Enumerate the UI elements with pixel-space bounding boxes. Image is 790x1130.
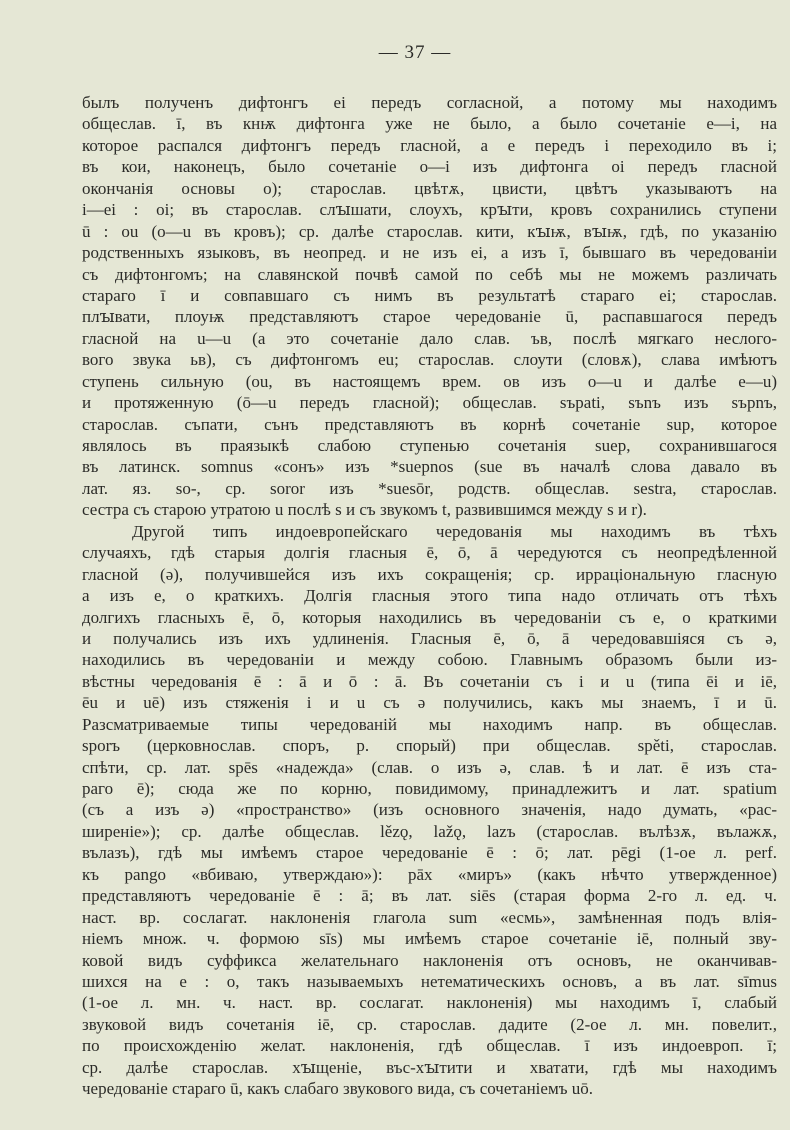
text-line: sporъ (церковнослав. споръ, р. спорый) при общеслав. spěti, старослав. — [82, 736, 777, 756]
text-line: гласной (ə), получившейся изъ ихъ сокращенія; ср. ирраціональную гласную — [82, 564, 777, 584]
text-line: наст. вр. сослагат. наклоненія глагола sum «есмь», замѣненная подъ влія- — [82, 907, 777, 927]
text-line: ніемъ множ. ч. формою sīs) мы имѣемъ старое сочетаніе iē, полный зву- — [82, 929, 777, 949]
text-line: окончанія основы o); старослав. цвѣтѫ, цвисти, цвѣтъ указываютъ на — [82, 178, 777, 198]
text-line: ср. далѣе старослав. хꙑщеніе, въс-хꙑтити и хватати, гдѣ мы находимъ — [82, 1057, 777, 1077]
text-line: шихся на e : o, такъ называемыхъ нетематическихъ основъ, а въ лат. sīmus — [82, 971, 777, 991]
text-line: къ pango «вбиваю, утверждаю»): pāx «миръ» (какъ нѣчто утвержденное) — [82, 864, 777, 884]
text-line: по происхожденію желат. наклоненія, гдѣ общеслав. ī изъ индоевроп. ī; — [82, 1036, 777, 1056]
text-line: Разсматриваемые типы чередованій мы находимъ напр. въ общеслав. — [82, 714, 777, 734]
text-line: вѣстны чередованія ē : ā и ō : ā. Въ сочетаніи съ i и u (типа ēi и iē, — [82, 671, 777, 691]
text-line: и получались изъ ихъ удлиненія. Гласныя ē, ō, ā чередовавшіяся съ ə, — [82, 628, 777, 648]
text-line: общеслав. ī, въ кнѭ дифтонга уже не было, а было сочетаніе e—i, на — [82, 114, 777, 134]
text-line: представляютъ чередованіе ē : ā; въ лат. siēs (старая форма 2-го л. ед. ч. — [82, 886, 777, 906]
text-line: старослав. съпати, сънъ представляютъ въ корнѣ сочетаніе sup, которое — [82, 414, 777, 434]
text-line: которое распался дифтонгъ передъ гласной, а e передъ i переходило въ i; — [82, 135, 777, 155]
text-line: a изъ e, o краткихъ. Долгія гласныя этого типа надо отличать отъ тѣхъ — [82, 586, 777, 606]
text-line: плꙑвати, плоуѭ представляютъ старое чередованіе ū, распавшагося передъ — [82, 307, 777, 327]
text-line: вого звука ьв), съ дифтонгомъ eu; старослав. слоути (словѫ), слава имѣютъ — [82, 350, 777, 370]
text-line: ēu и uē) изъ стяженія i и u съ ə получились, какъ мы знаемъ, ī и ū. — [82, 693, 777, 713]
text-line: гласной на u—u (а это сочетаніе дало слав. ъв, послѣ мягкаго неслого- — [82, 328, 777, 348]
text-line: раго ē); сюда же по корню, повидимому, принадлежитъ и лат. spatium — [82, 779, 777, 798]
text-line: и протяженную (ō—u передъ гласной); общеслав. sъpati, sъnъ изъ sъpnъ, — [82, 393, 777, 413]
text-line: являлось въ праязыкѣ слабою ступенью сочетанія suep, сохранившагося — [82, 436, 777, 455]
text-line: ū : ou (o—u въ кровъ); ср. далѣе старослав. кити, кꙑѭ, вꙑѭ, гдѣ, по указанію — [82, 221, 777, 241]
text-line: вълазъ), гдѣ мы имѣемъ старое чередованіе ē : ō; лат. pēgi (1-ое л. perf. — [82, 843, 777, 863]
text-line: былъ полученъ дифтонгъ ei передъ согласной, а потому мы находимъ — [82, 93, 777, 112]
text-line: съ дифтонгомъ; на славянской почвѣ самой по себѣ мы не можемъ различать — [82, 264, 777, 284]
text-line: сестра съ старою утратою u послѣ s и съ звукомъ t, развившимся между s и r). — [82, 500, 647, 520]
text-line: случаяхъ, гдѣ старыя долгія гласныя ē, ō, ā чередуются съ неопредѣленной — [82, 543, 777, 563]
text-line: чередованіе стараго ū, какъ слабаго звукового вида, съ сочетаніемъ uō. — [82, 1079, 593, 1099]
text-line: въ кои, наконецъ, было сочетаніе o—i изъ дифтонга oi передъ гласной — [82, 157, 777, 177]
text-line: (1-ое л. мн. ч. наст. вр. сослагат. наклоненія) мы находимъ ī, слабый — [82, 993, 777, 1013]
text-line: находились въ чередованіи и между собою. Главнымъ образомъ были из- — [82, 650, 777, 670]
text-line: ковой видъ суффикса желательнаго наклоненія отъ основъ, не оканчивав- — [82, 950, 777, 970]
body-text — [82, 92, 777, 1100]
page-number: — 37 — — [378, 42, 452, 63]
text-line: спѣти, ср. лат. spēs «надежда» (слав. o изъ ə, слав. ѣ и лат. ē изъ ста- — [82, 757, 777, 777]
text-line: родственныхъ языковъ, въ неопред. и не изъ ei, а изъ ī, бывшаго въ чередованіи — [82, 243, 777, 263]
text-line: ширеніе»); ср. далѣе общеслав. lězǫ, lažǫ, lazъ (старослав. вълѣзѫ, вълажѫ, — [82, 821, 777, 841]
text-line: въ латинск. somnus «сонъ» изъ *suepnos (sue въ началѣ слова давало въ — [82, 457, 777, 477]
text-line: лат. яз. so-, ср. soror изъ *suesōr, родств. общеслав. sestra, старослав. — [82, 478, 777, 498]
text-line: звуковой видъ сочетанія iē, ср. старослав. дадите (2-ое л. мн. повелит., — [82, 1014, 777, 1034]
text-line: стараго ī и совпавшаго съ нимъ въ результатѣ стараго ei; старослав. — [82, 285, 777, 305]
text-line: (съ a изъ ə) «пространство» (изъ основного значенія, надо думать, «рас- — [82, 800, 777, 820]
text-line: ступень сильную (ou, въ настоящемъ врем. ов изъ o—u и далѣе e—u) — [82, 371, 777, 391]
text-line: Другой типъ индоевропейскаго чередованія мы находимъ въ тѣхъ — [132, 521, 777, 541]
text-line: i—ei : oi; въ старослав. слꙑшати, слоухъ, крꙑти, кровъ сохранились ступени — [82, 200, 777, 220]
text-line: долгихъ гласныхъ ē, ō, которыя находились въ чередованіи съ e, o краткими — [82, 607, 777, 627]
